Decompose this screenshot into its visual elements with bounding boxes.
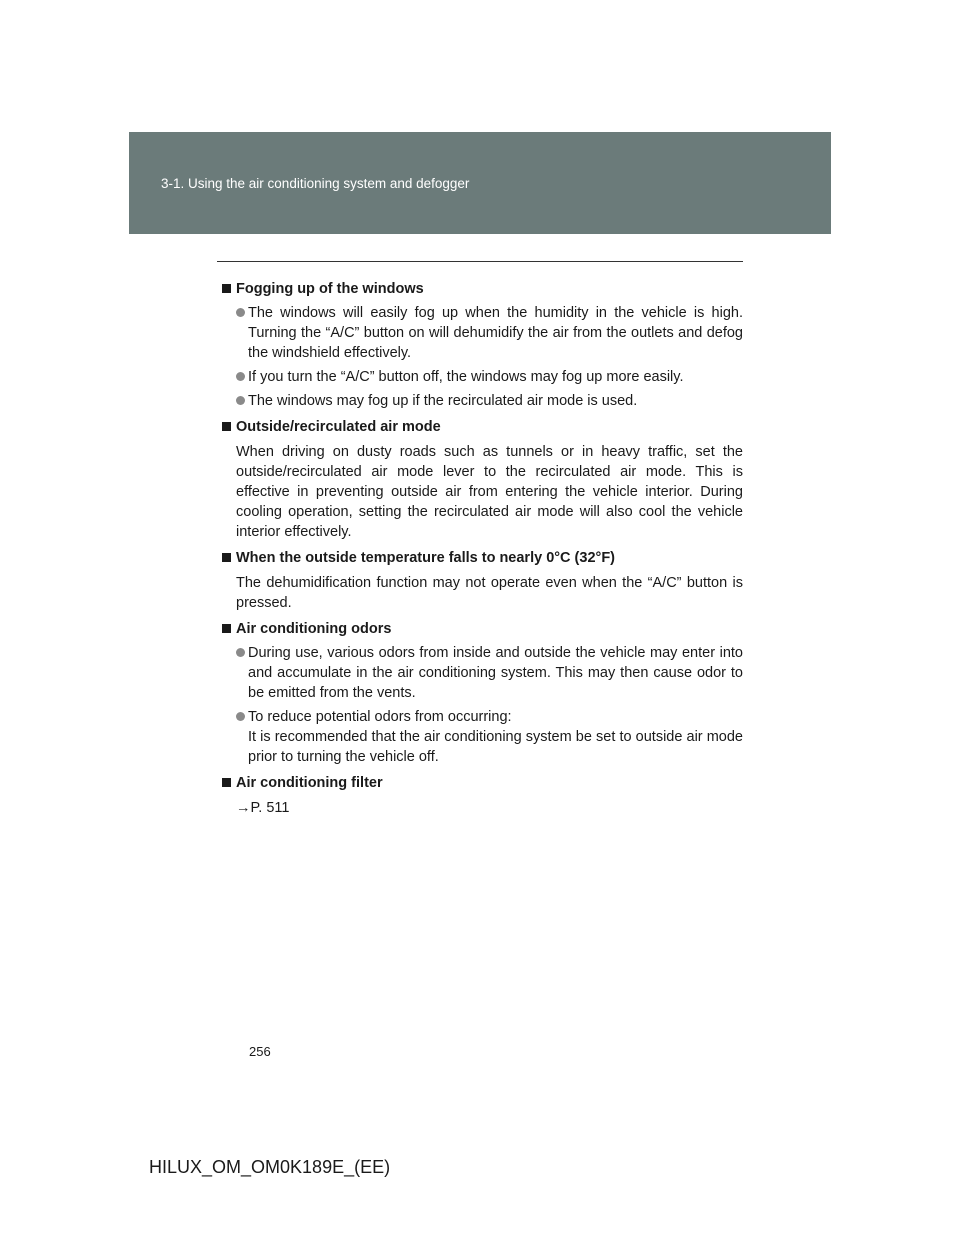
circle-bullet-icon — [236, 372, 245, 381]
section-title: Outside/recirculated air mode — [236, 419, 441, 435]
section-title: When the outside temperature falls to nearly 0°C (32°F) — [236, 550, 616, 566]
circle-bullet-icon — [236, 648, 245, 657]
section-title: Fogging up of the windows — [236, 281, 424, 297]
section-heading-odors — [222, 619, 743, 639]
circle-bullet-icon — [236, 712, 245, 721]
section-divider — [217, 261, 743, 262]
square-bullet-icon — [222, 422, 231, 431]
bullet-text: The windows may fog up if the recirculated air mode is used. — [248, 393, 638, 409]
section-heading-filter — [222, 773, 743, 793]
section-heading-temperature — [222, 548, 743, 568]
circle-bullet-icon — [236, 396, 245, 405]
section-title: Air conditioning odors — [236, 621, 392, 637]
section-title: Air conditioning filter — [236, 775, 383, 791]
square-bullet-icon — [222, 284, 231, 293]
section-heading-outside-air — [222, 417, 743, 437]
page-reference-link[interactable]: →P. 511 — [236, 800, 290, 816]
list-item — [222, 391, 743, 411]
document-code: HILUX_OM_OM0K189E_(EE) — [149, 1157, 391, 1177]
section-paragraph: The dehumidification function may not operate even when the “A/C” button is pressed. — [236, 575, 743, 611]
section-paragraph: When driving on dusty roads such as tunnels or in heavy traffic, set the outside/recirculated air mode lever to the recirculated air mode. This is effective in preventing outside air from entering the vehicle interior. During cooling operation, setting the recirculated air mode will also cool the vehicle interior effectively. — [236, 444, 743, 540]
chapter-header — [129, 132, 831, 234]
chapter-title: 3-1. Using the air conditioning system and defogger — [161, 176, 470, 191]
bullet-text: During use, various odors from inside and outside the vehicle may enter into and accumulate in the air conditioning system. This may then cause odor to be emitted from the vents. — [248, 645, 743, 701]
square-bullet-icon — [222, 624, 231, 633]
list-item — [222, 303, 743, 363]
page-content — [222, 279, 743, 818]
list-item — [222, 707, 743, 767]
square-bullet-icon — [222, 778, 231, 787]
section-heading-fogging — [222, 279, 743, 299]
bullet-text: The windows will easily fog up when the humidity in the vehicle is high. Turning the “A/C” button on will dehumidify the air from the outlets and defog the windshield effectively. — [248, 305, 743, 361]
list-item — [222, 643, 743, 703]
page-number: 256 — [249, 1044, 271, 1059]
circle-bullet-icon — [236, 308, 245, 317]
list-item — [222, 367, 743, 387]
square-bullet-icon — [222, 553, 231, 562]
bullet-text: It is recommended that the air conditioning system be set to outside air mode prior to turning the vehicle off. — [248, 729, 743, 765]
bullet-text: To reduce potential odors from occurring: — [248, 709, 512, 725]
bullet-text: If you turn the “A/C” button off, the windows may fog up more easily. — [248, 369, 684, 385]
